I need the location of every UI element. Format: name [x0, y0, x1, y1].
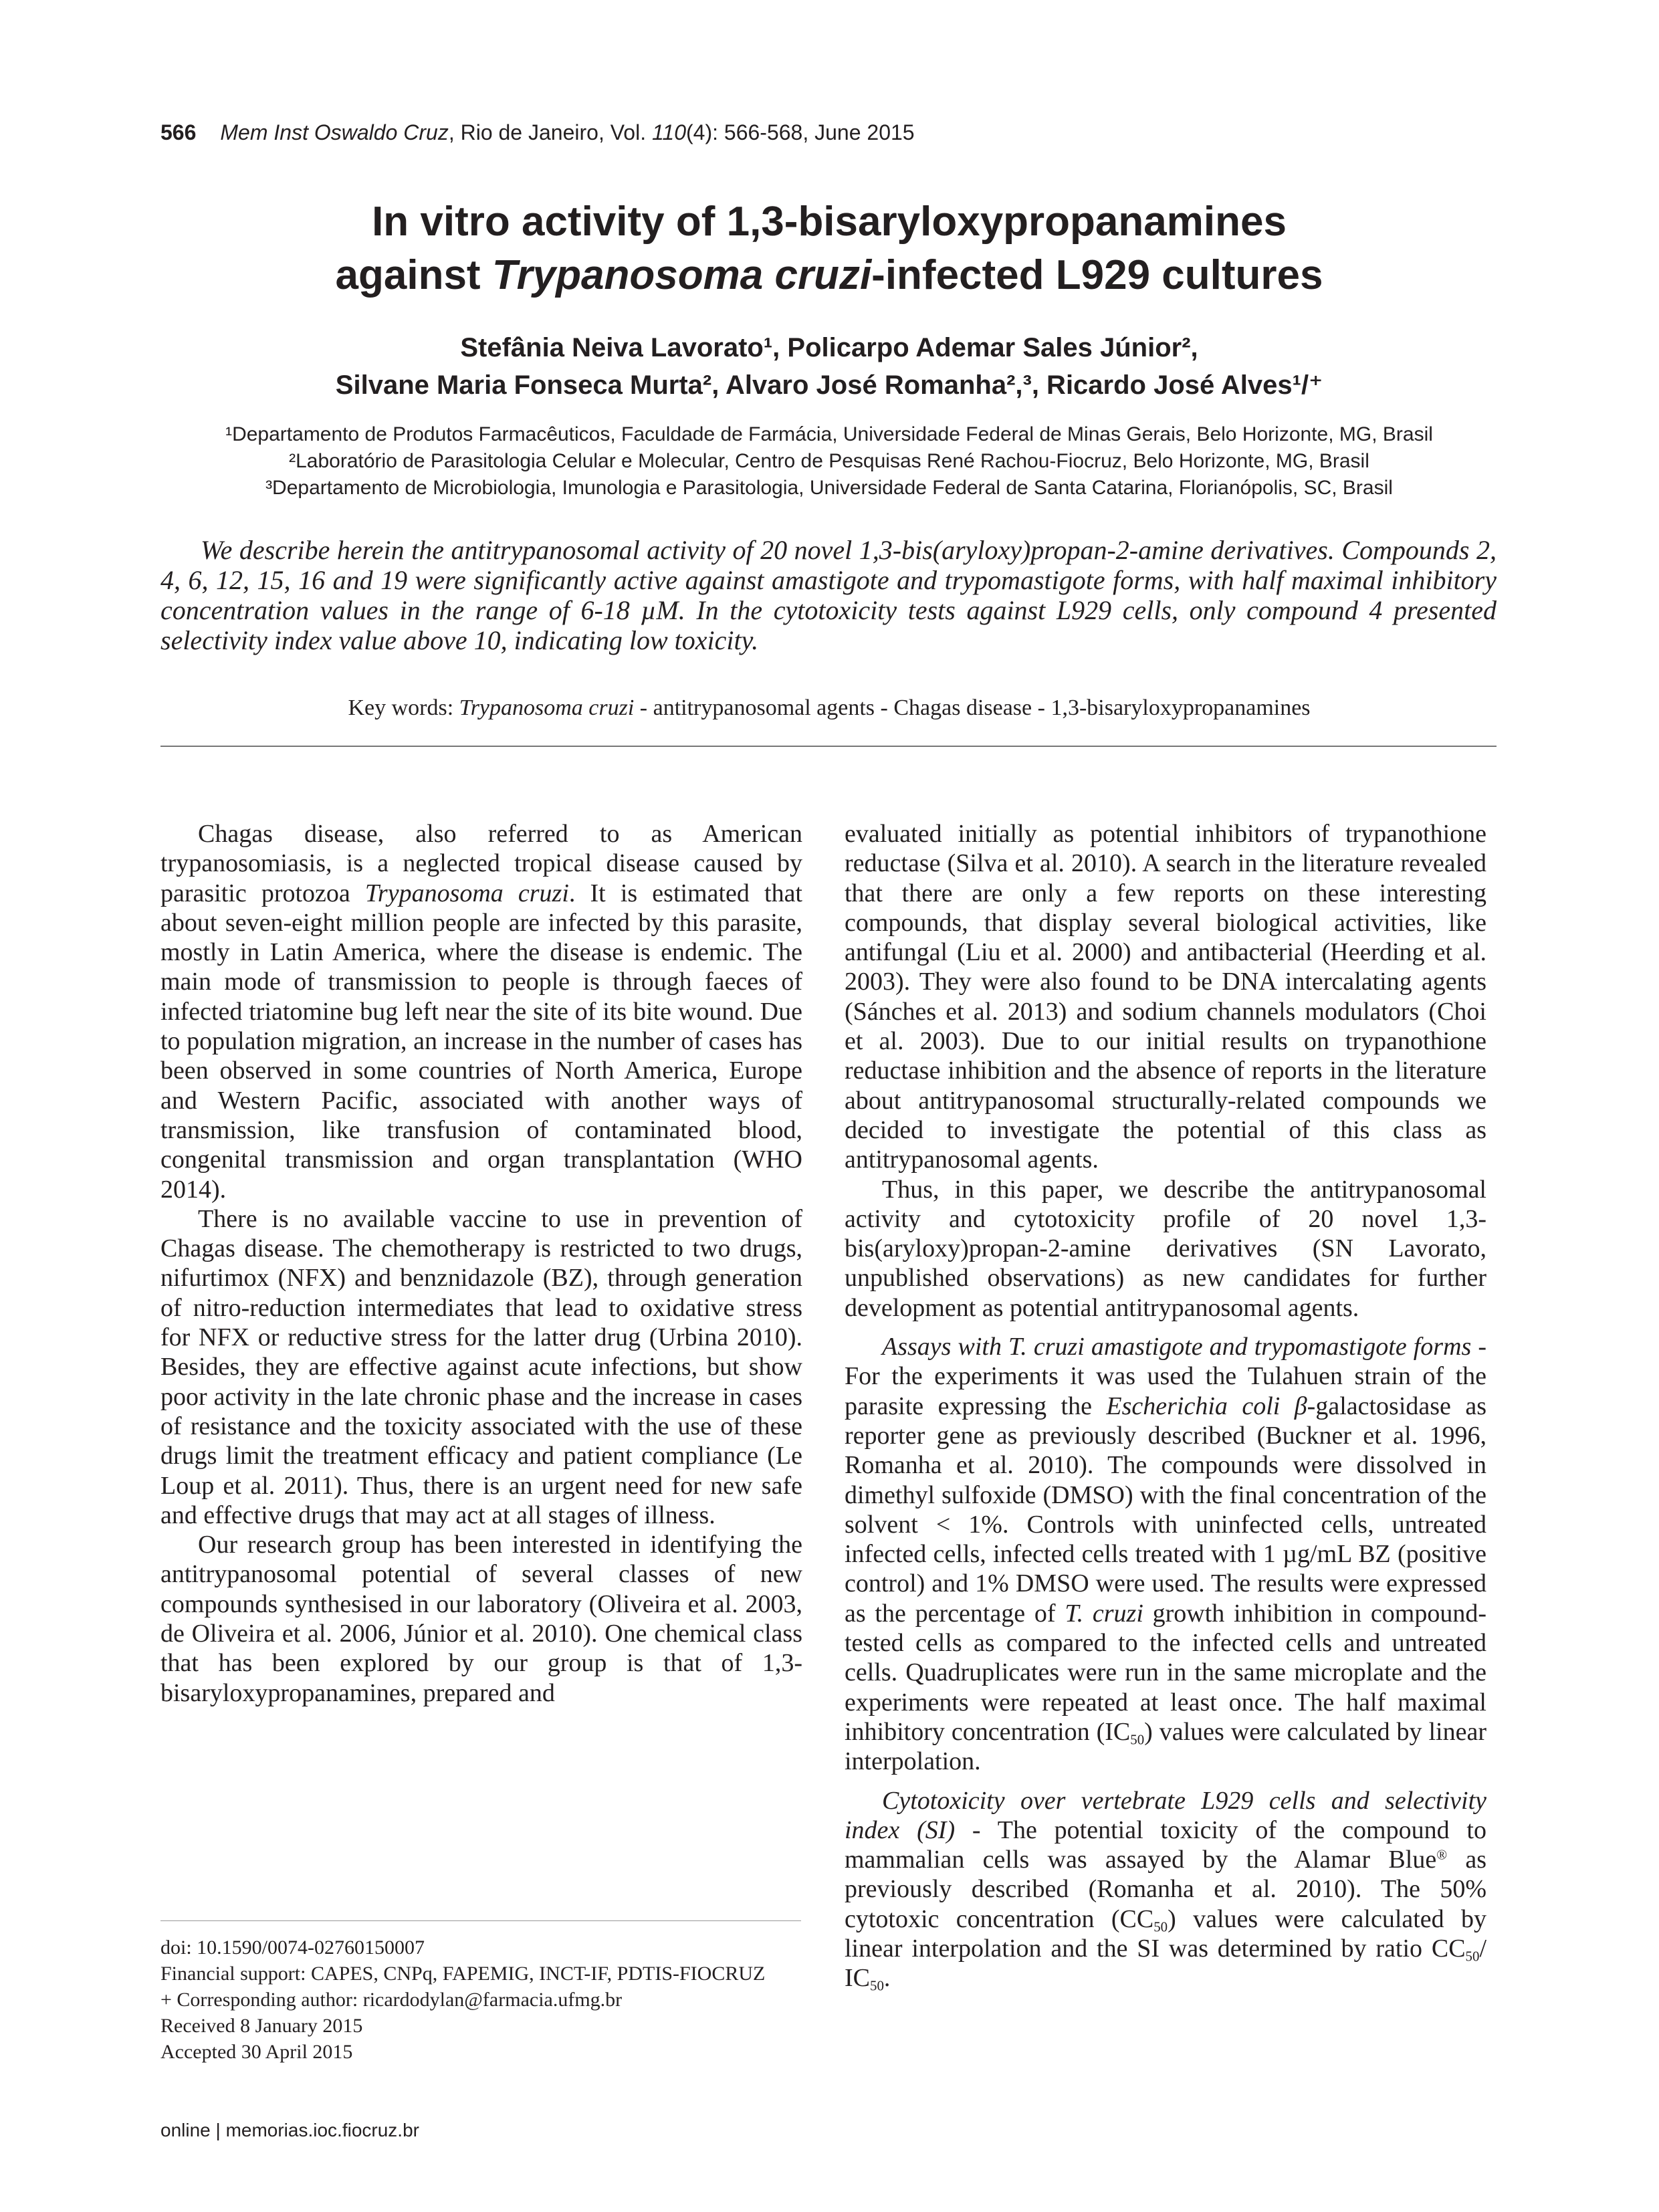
- financial-support: Financial support: CAPES, CNPq, FAPEMIG, INCT-IF, PDTIS-FIOCRUZ: [160, 1963, 766, 1985]
- author-list: [160, 329, 1498, 404]
- keywords-list: - antitrypanosomal agents - Chagas disease - 1,3-bisaryloxypropanamines: [634, 695, 1311, 720]
- paragraph: evaluated initially as potential inhibitors of trypanothione reductase (Silva et al. 2010). A search in the literature revealed that there are only a few reports on these interesting compounds, that display several biological activities, like antifungal (Liu et al. 2000) and antibacterial (Heerding et al. 2003). They were also found to be DNA intercalating agents (Sánches et al. 2013) and sodium channels modulators (Choi et al. 2003). Due to our initial results on trypanothione reductase inhibition and the absence of reports in the literature about antitrypanosomal structurally-related compounds we decided to investigate the potential of this class as antitrypanosomal agents.: [845, 820, 1486, 1174]
- species-name: Escherichia coli β: [1106, 1392, 1307, 1420]
- page-footer: online | memorias.ioc.fiocruz.br: [160, 2120, 419, 2140]
- authors-line-2: Silvane Maria Fonseca Murta², Alvaro José Romanha²,³, Ricardo José Alves¹/⁺: [335, 370, 1323, 400]
- text-run: ) values were calculated by linear interpolation.: [845, 1717, 1486, 1776]
- article-title: [160, 195, 1498, 302]
- species-name: T. cruzi: [1065, 1599, 1143, 1628]
- paragraph: Thus, in this paper, we describe the antitrypanosomal activity and cytotoxicity profile of 20 novel 1,3-bis(aryloxy)propan-2-amine derivatives (SN Lavorato, unpublished observations) as new candidates for further development as potential antitrypanosomal agents.: [845, 1175, 1486, 1322]
- journal-place: , Rio de Janeiro, Vol.: [448, 120, 652, 144]
- corresponding-author: + Corresponding author: ricardodylan@farmacia.ufmg.br: [160, 1989, 623, 2011]
- abstract: We describe herein the antitrypanosomal activity of 20 novel 1,3-bis(aryloxy)propan-2-amine derivatives. Compounds 2, 4, 6, 12, 15, 16 and 19 were significantly active against amastigote and trypomastigote forms, with half maximal inhibitory concentration values in the range of 6-18 µM. In the cytotoxicity tests against L929 cells, only compound 4 presented selectivity index value above 10, indicating low toxicity.: [160, 535, 1497, 655]
- text-run: - The potential toxicity of the compound to mammalian cells was assayed by the Alamar Blue: [845, 1815, 1486, 1874]
- superscript: ®: [1436, 1846, 1448, 1863]
- affiliation-1: ¹Departamento de Produtos Farmacêuticos, Faculdade de Farmácia, Universidade Federal de Minas Gerais, Belo Horizonte, MG, Brasil: [225, 423, 1433, 445]
- title-text: against: [335, 252, 492, 298]
- title-species: Trypanosoma cruzi: [491, 252, 872, 298]
- text-run: as previously described (Romanha et al. 2010). The 50% cytotoxic concentration (CC: [845, 1846, 1486, 1933]
- authors-line-1: Stefânia Neiva Lavorato¹, Policarpo Ademar Sales Júnior²,: [460, 333, 1198, 362]
- keywords-label: Key words:: [348, 695, 459, 720]
- body-column-left: [160, 819, 802, 1708]
- received-date: Received 8 January 2015: [160, 2015, 363, 2037]
- title-line-1: In vitro activity of 1,3-bisaryloxypropanamines: [372, 199, 1287, 245]
- text-run: -galactosidase as reporter gene as previously described (Buckner et al. 1996, Romanha et al. 2010). The compounds were dissolved in dimethyl sulfoxide (DMSO) with the final concentration of the solvent < 1%. Controls with uninfected cells, untreated infected cells, infected cells treated with 1 µg/mL BZ (positive control) and 1% DMSO were used. The results were expressed as the percentage of: [845, 1392, 1486, 1628]
- affiliations: [160, 421, 1498, 502]
- affiliation-2: ²Laboratório de Parasitologia Celular e Molecular, Centro de Pesquisas René Rachou-Fiocruz, Belo Horizonte, MG, Brasil: [289, 450, 1369, 472]
- accepted-date: Accepted 30 April 2015: [160, 2041, 353, 2063]
- page-number: 566: [160, 120, 197, 144]
- keywords: [160, 695, 1498, 721]
- text-run: / IC: [845, 1934, 1486, 1993]
- paragraph: [845, 1786, 1486, 1993]
- paragraph: [845, 1332, 1486, 1776]
- subscript: 50: [1130, 1731, 1145, 1748]
- journal-name: Mem Inst Oswaldo Cruz: [220, 120, 449, 144]
- body-column-right: [845, 819, 1486, 1993]
- title-line-2: [160, 249, 1498, 302]
- section-heading: Cytotoxicity over vertebrate L929 cells and selectivity index (SI): [845, 1786, 1486, 1844]
- paragraph: [160, 819, 802, 1204]
- text-run: . It is estimated that about seven-eight million people are infected by this parasite, mostly in Latin America, where the disease is endemic. The main mode of transmission to people is through faeces of infected triatomine bug left near the site of its bite wound. Due to population migration, an increase in the number of cases has been observed in some countries of North America, Europe and Western Pacific, associated with another ways of transmission, like transfusion of contaminated blood, congenital transmission and organ transplantation (WHO 2014).: [160, 879, 802, 1204]
- subscript: 50: [870, 1977, 884, 1994]
- subscript: 50: [1153, 1918, 1168, 1934]
- species-name: Trypanosoma cruzi: [364, 879, 569, 907]
- journal-volume: 110: [651, 120, 686, 144]
- text-run: growth inhibition in compound-tested cells as compared to the infected cells and untreated cells. Quadruplicates were run in the same microplate and the experiments were repeated at least once. The half maximal inhibitory concentration (IC: [845, 1599, 1486, 1746]
- doi: doi: 10.1590/0074-02760150007: [160, 1937, 425, 1959]
- section-heading: Assays with T. cruzi amastigote and trypomastigote forms: [882, 1333, 1472, 1361]
- footnote-divider: [160, 1920, 801, 1921]
- journal-issue: (4): 566-568, June 2015: [686, 120, 915, 144]
- text-run: - For the experiments it was used the Tulahuen strain of the parasite expressing the: [845, 1333, 1487, 1420]
- text-run: .: [883, 1964, 891, 1993]
- title-text-end: -infected L929 cultures: [871, 252, 1323, 298]
- subscript: 50: [1465, 1948, 1480, 1965]
- running-header: [160, 120, 915, 145]
- keyword-species: Trypanosoma cruzi: [459, 695, 635, 720]
- text-run: ) values were calculated by linear interpolation and the SI was determined by ratio CC: [845, 1904, 1486, 1963]
- text-run: Chagas disease, also referred to as American trypanosomiasis, is a neglected tropical disease caused by parasitic protozoa: [160, 820, 802, 907]
- paragraph: Our research group has been interested in identifying the antitrypanosomal potential of several classes of new compounds synthesised in our laboratory (Oliveira et al. 2003, de Oliveira et al. 2006, Júnior et al. 2010). One chemical class that has been explored by our group is that of 1,3-bisaryloxypropanamines, prepared and: [160, 1531, 802, 1707]
- affiliation-3: ³Departamento de Microbiologia, Imunologia e Parasitologia, Universidade Federal de Santa Catarina, Florianópolis, SC, Brasil: [265, 477, 1393, 499]
- header-divider: [160, 746, 1497, 747]
- footnotes: [160, 1934, 802, 2065]
- paragraph: There is no available vaccine to use in prevention of Chagas disease. The chemotherapy is restricted to two drugs, nifurtimox (NFX) and benznidazole (BZ), through generation of nitro-reduction intermediates that lead to oxidative stress for NFX or reductive stress for the latter drug (Urbina 2010). Besides, they are effective against acute infections, but show poor activity in the late chronic phase and the increase in cases of resistance and the toxicity associated with the use of these drugs limit the treatment efficacy and patient compliance (Le Loup et al. 2011). Thus, there is an urgent need for new safe and effective drugs that may act at all stages of illness.: [160, 1204, 802, 1529]
